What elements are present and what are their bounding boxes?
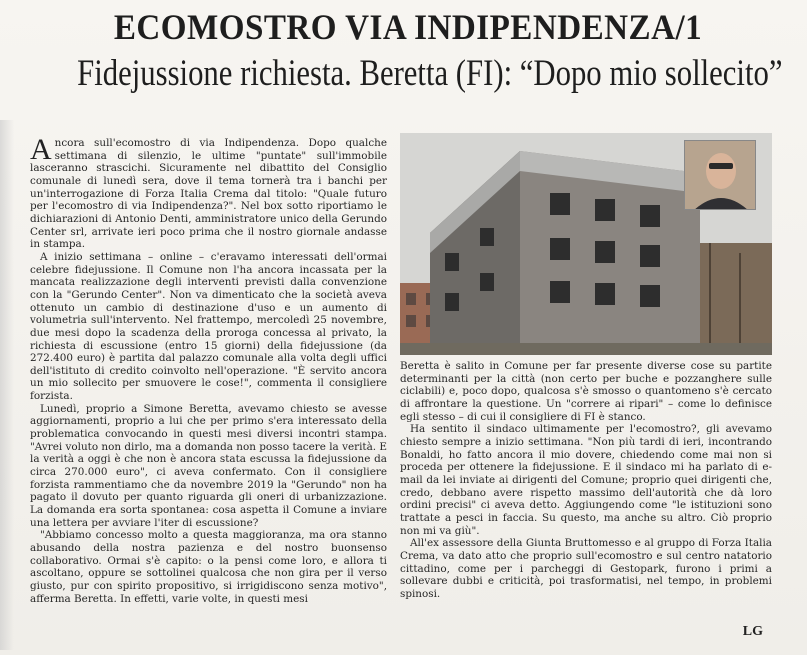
headline: ECOMOSTRO VIA INDIPENDENZA/1 xyxy=(113,7,703,47)
paragraph: Ha sentito il sindaco ultimamente per l'ecomostro?, gli avevamo chiesto sempre a inizio settimana. "Non più tardi di ieri, incontrando Bonaldi, ho fatto ancora il mio dovere, chiedendo come mai non si proceda per ottenere la fidejussione. E il sindaco mi ha parlato di e-mail da lei inviate ai dirigenti del Comune; proprio quei dirigenti che, credo, debbano avere rispetto massimo dell'autorità che dà loro ordini precisi" ci aveva detto. Aggiungendo come "le istituzioni sono trattate a pesci in faccia. Su questo, ma anche su altro. Ciò proprio non mi va giù". xyxy=(400,423,772,537)
paragraph: "Abbiamo concesso molto a questa maggioranza, ma ora stanno abusando della nostra pazienza e del nostro buonsenso collaborativo. Ormai s'è capito: o la pensi come loro, e allora ti ascoltano, oppure se sottolinei qualcosa che non gira per il verso giusto, pur con spirito propositivo, si irrigidiscono senza motivo", afferma Beretta. In effetti, varie volte, in questi mesi xyxy=(30,529,387,605)
paragraph: Beretta è salito in Comune per far presente diverse cose su partite determinanti per la città (non certo per buche e pozzanghere sulle ciclabili) e, poco dopo, qualcosa s'è smosso o quantomeno s'è cercato di affrontare la questione. Un "correre ai ripari" – come lo definisce egli stesso – di cui il consigliere di FI è stanco. xyxy=(400,360,772,423)
paragraph xyxy=(30,133,387,251)
paragraph: Lunedì, proprio a Simone Beretta, avevamo chiesto se avesse aggiornamenti, proprio a lui che per primo s'era interessato della problematica convocando in questi mesi diversi incontri stampa. "Avrei voluto non dirlo, ma a domanda non posso tacere la verità. E la verità a oggi è che non è ancora stata escussa la fidejussione da circa 270.000 euro", ci aveva confermato. Con il consigliere forzista rammentiamo che da novembre 2019 la "Gerundo" non ha pagato il dovuto per quanto riguarda gli oneri di urbanizzazione. La domanda era sorta spontanea: cosa aspetta il Comune a inviare una lettera per avviare l'iter di escussione? xyxy=(30,402,387,529)
byline: LG xyxy=(742,624,763,639)
scan-edge-shadow xyxy=(0,120,14,650)
left-column xyxy=(30,133,387,605)
portrait-photo xyxy=(684,140,756,210)
paragraph: All'ex assessore della Giunta Bruttomesso e al gruppo di Forza Italia Crema, va dato atto che proprio sull'ecomostro e sul centro natatorio cittadino, come per i parcheggi di Gestopark, furono i primi a sollevare dubbi e criticità, poi trasformatisi, nel tempo, in problemi spinosi. xyxy=(400,537,772,600)
right-column xyxy=(400,360,772,600)
portrait-illustration xyxy=(685,141,756,210)
paragraph-text: ncora sull'ecomostro di via Indipendenza. Dopo qualche settimana di silenzio, le ultime "puntate" sull'immobile lasceranno strascichi. Sicuramente nel dibattito del Consiglio comunale di lunedì sera, dove il tema tornerà tra i banchi per un'interrogazione di Forza Italia Crema dal titolo: "Quale futuro per l'ecomostro di via Indipendenza?". Nel box sotto riportiamo le dichiarazioni di Antonio Denti, amministratore unico della Gerundo Center srl, arrivate ieri poco prima che il nostro giornale andasse in stampa. xyxy=(30,137,387,251)
drop-cap: A xyxy=(30,133,52,166)
subheadline: Fidejussione richiesta. Beretta (FI): “Dopo mio sollecito” xyxy=(77,53,783,94)
paragraph: A inizio settimana – online – c'eravamo interessati dell'ormai celebre fidejussione. Il Comune non l'ha ancora incassata per la mancata realizzazione degli interventi previsti dalla convenzione con la "Gerundo Center". Non va dimenticato che la società aveva ottenuto un cambio di destinazione d'uso e un aumento di volumetria sull'intervento. Nel frattempo, mercoledì 25 novembre, due mesi dopo la scadenza della proroga concessa al privato, la richiesta di escussione (entro 15 giorni) della fidejussione (da 272.400 euro) è partita dal palazzo comunale alla volta degli uffici dell'istituto di credito coinvolto nell'operazione. "È servito ancora un mio sollecito per smuovere le cose!", commenta il consigliere forzista. xyxy=(30,250,387,403)
